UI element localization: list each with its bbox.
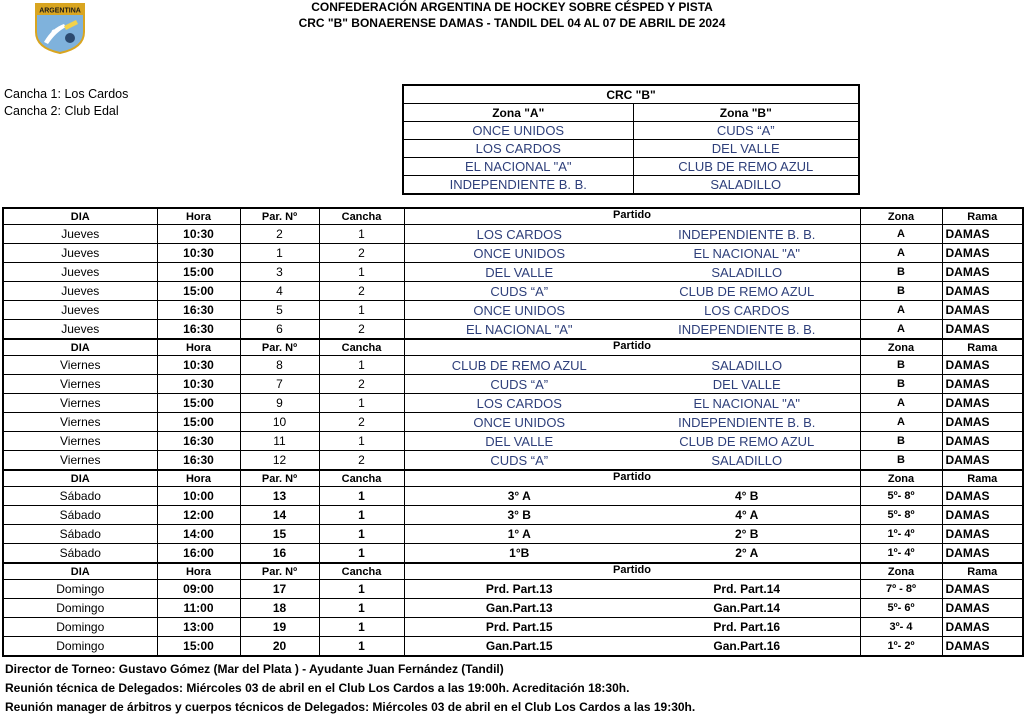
zone-cell: A (860, 413, 942, 432)
day-cell: Jueves (3, 225, 157, 244)
match-row (3, 244, 1023, 263)
branch-cell: DAMAS (942, 244, 1023, 263)
team-home-cell: 3° B (404, 506, 634, 525)
zone-cell: 5º- 8º (860, 506, 942, 525)
team-home-cell: Prd. Part.13 (404, 580, 634, 599)
day-cell: Viernes (3, 356, 157, 375)
match-number-cell: 17 (240, 580, 319, 599)
match-number-cell: 2 (240, 225, 319, 244)
time-cell: 16:00 (157, 544, 240, 564)
referees-meeting: Reunión manager de árbitros y cuerpos técnicos de Delegados: Miércoles 03 de abril en el Club Los Cardos a las 19:30h. (5, 700, 696, 714)
zone-a-team: LOS CARDOS (403, 140, 633, 158)
team-away-cell: CLUB DE REMO AZUL (634, 432, 860, 451)
zone-cell: A (860, 244, 942, 263)
match-number-cell: 3 (240, 263, 319, 282)
zone-cell: 1º- 4º (860, 544, 942, 564)
time-cell: 10:30 (157, 225, 240, 244)
match-number-cell: 1 (240, 244, 319, 263)
match-row (3, 618, 1023, 637)
day-cell: Viernes (3, 375, 157, 394)
time-cell: 15:00 (157, 637, 240, 657)
match-number-cell: 19 (240, 618, 319, 637)
header-partido: Partido (404, 339, 860, 356)
field-cell: 1 (319, 432, 404, 451)
header-partido: Partido (404, 208, 860, 225)
match-row (3, 487, 1023, 506)
team-away-cell: LOS CARDOS (634, 301, 860, 320)
zone-b-header: Zona "B" (633, 104, 859, 122)
match-number-cell: 16 (240, 544, 319, 564)
match-row (3, 394, 1023, 413)
field-cell: 2 (319, 451, 404, 471)
branch-cell: DAMAS (942, 637, 1023, 657)
match-number-cell: 14 (240, 506, 319, 525)
day-cell: Jueves (3, 301, 157, 320)
team-away-cell: Gan.Part.16 (634, 637, 860, 657)
match-row (3, 301, 1023, 320)
team-away-cell: 4° B (634, 487, 860, 506)
day-cell: Domingo (3, 637, 157, 657)
team-away-cell: INDEPENDIENTE B. B. (634, 225, 860, 244)
logo-text: ARGENTINA (39, 7, 81, 15)
match-number-cell: 8 (240, 356, 319, 375)
match-row (3, 544, 1023, 564)
header-rama: Rama (942, 208, 1023, 225)
day-cell: Domingo (3, 580, 157, 599)
branch-cell: DAMAS (942, 320, 1023, 340)
day-cell: Viernes (3, 413, 157, 432)
day-cell: Jueves (3, 282, 157, 301)
match-number-cell: 15 (240, 525, 319, 544)
team-away-cell: EL NACIONAL "A" (634, 394, 860, 413)
team-home-cell: LOS CARDOS (404, 225, 634, 244)
team-away-cell: 2° B (634, 525, 860, 544)
team-away-cell: DEL VALLE (634, 375, 860, 394)
time-cell: 14:00 (157, 525, 240, 544)
header-partido: Partido (404, 470, 860, 487)
header-hora: Hora (157, 208, 240, 225)
match-row (3, 356, 1023, 375)
branch-cell: DAMAS (942, 301, 1023, 320)
day-cell: Jueves (3, 263, 157, 282)
header-rama: Rama (942, 339, 1023, 356)
header-dia: DIA (3, 470, 157, 487)
schedule-header-row (3, 470, 1023, 487)
header-par: Par. Nº (240, 563, 319, 580)
match-number-cell: 20 (240, 637, 319, 657)
team-away-cell: Prd. Part.16 (634, 618, 860, 637)
team-home-cell: ONCE UNIDOS (404, 301, 634, 320)
zones-table (402, 84, 860, 195)
zone-cell: A (860, 320, 942, 340)
zone-cell: A (860, 225, 942, 244)
zone-cell: B (860, 282, 942, 301)
match-row (3, 506, 1023, 525)
branch-cell: DAMAS (942, 225, 1023, 244)
team-home-cell: 1°B (404, 544, 634, 564)
zone-a-team: INDEPENDIENTE B. B. (403, 176, 633, 195)
team-away-cell: INDEPENDIENTE B. B. (634, 413, 860, 432)
match-number-cell: 18 (240, 599, 319, 618)
schedule-header-row (3, 208, 1023, 225)
team-home-cell: ONCE UNIDOS (404, 413, 634, 432)
field-cell: 2 (319, 282, 404, 301)
zone-b-team: CLUB DE REMO AZUL (633, 158, 859, 176)
team-home-cell: DEL VALLE (404, 432, 634, 451)
zone-cell: B (860, 375, 942, 394)
page-title: CONFEDERACIÓN ARGENTINA DE HOCKEY SOBRE CÉSPED Y PISTA (311, 0, 713, 14)
field-cell: 1 (319, 487, 404, 506)
zone-cell: B (860, 451, 942, 471)
tournament-director: Director de Torneo: Gustavo Gómez (Mar del Plata ) - Ayudante Juan Fernández (Tandil) (5, 662, 504, 676)
header-zona: Zona (860, 339, 942, 356)
zones-row (403, 140, 859, 158)
field-cell: 1 (319, 580, 404, 599)
zone-cell: 7º - 8º (860, 580, 942, 599)
field-cell: 2 (319, 413, 404, 432)
venues-list (4, 86, 128, 120)
match-number-cell: 4 (240, 282, 319, 301)
field-cell: 1 (319, 506, 404, 525)
day-cell: Viernes (3, 451, 157, 471)
zone-cell: 5º- 6º (860, 599, 942, 618)
match-row (3, 282, 1023, 301)
field-cell: 2 (319, 320, 404, 340)
team-away-cell: INDEPENDIENTE B. B. (634, 320, 860, 340)
header-cancha: Cancha (319, 339, 404, 356)
match-number-cell: 9 (240, 394, 319, 413)
day-cell: Domingo (3, 599, 157, 618)
field-cell: 1 (319, 263, 404, 282)
day-cell: Viernes (3, 394, 157, 413)
match-number-cell: 10 (240, 413, 319, 432)
time-cell: 15:00 (157, 394, 240, 413)
team-home-cell: 1° A (404, 525, 634, 544)
zone-b-team: SALADILLO (633, 176, 859, 195)
zone-cell: B (860, 432, 942, 451)
day-cell: Domingo (3, 618, 157, 637)
zone-cell: A (860, 301, 942, 320)
match-row (3, 432, 1023, 451)
match-number-cell: 5 (240, 301, 319, 320)
zone-b-team: CUDS “A” (633, 122, 859, 140)
match-row (3, 320, 1023, 340)
match-row (3, 451, 1023, 471)
field-cell: 1 (319, 301, 404, 320)
team-home-cell: 3° A (404, 487, 634, 506)
header-cancha: Cancha (319, 208, 404, 225)
team-home-cell: CUDS “A” (404, 375, 634, 394)
day-cell: Jueves (3, 320, 157, 340)
day-cell: Sábado (3, 487, 157, 506)
match-number-cell: 13 (240, 487, 319, 506)
header-hora: Hora (157, 470, 240, 487)
branch-cell: DAMAS (942, 432, 1023, 451)
time-cell: 15:00 (157, 282, 240, 301)
zone-a-header: Zona "A" (403, 104, 633, 122)
time-cell: 11:00 (157, 599, 240, 618)
team-home-cell: Gan.Part.13 (404, 599, 634, 618)
branch-cell: DAMAS (942, 413, 1023, 432)
day-cell: Sábado (3, 544, 157, 564)
match-row (3, 525, 1023, 544)
match-row (3, 413, 1023, 432)
schedule-header-row (3, 339, 1023, 356)
time-cell: 16:30 (157, 451, 240, 471)
day-cell: Sábado (3, 525, 157, 544)
time-cell: 16:30 (157, 320, 240, 340)
team-home-cell: ONCE UNIDOS (404, 244, 634, 263)
zone-a-team: EL NACIONAL "A" (403, 158, 633, 176)
field-cell: 1 (319, 356, 404, 375)
branch-cell: DAMAS (942, 356, 1023, 375)
team-home-cell: CUDS “A” (404, 282, 634, 301)
header-cancha: Cancha (319, 470, 404, 487)
field-cell: 1 (319, 225, 404, 244)
header-hora: Hora (157, 339, 240, 356)
zones-row (403, 176, 859, 195)
time-cell: 10:30 (157, 375, 240, 394)
field-cell: 1 (319, 544, 404, 564)
match-row (3, 599, 1023, 618)
schedule-header-row (3, 563, 1023, 580)
day-cell: Sábado (3, 506, 157, 525)
header-cancha: Cancha (319, 563, 404, 580)
field-cell: 1 (319, 599, 404, 618)
day-cell: Viernes (3, 432, 157, 451)
field-cell: 1 (319, 525, 404, 544)
venue-item: Cancha 1: Los Cardos (4, 87, 129, 101)
field-cell: 2 (319, 375, 404, 394)
team-home-cell: CLUB DE REMO AZUL (404, 356, 634, 375)
header-zona: Zona (860, 470, 942, 487)
header-rama: Rama (942, 563, 1023, 580)
match-number-cell: 6 (240, 320, 319, 340)
team-home-cell: EL NACIONAL "A" (404, 320, 634, 340)
team-away-cell: Gan.Part.14 (634, 599, 860, 618)
zones-row (403, 158, 859, 176)
time-cell: 12:00 (157, 506, 240, 525)
header-dia: DIA (3, 339, 157, 356)
team-home-cell: DEL VALLE (404, 263, 634, 282)
header-zona: Zona (860, 563, 942, 580)
match-row (3, 580, 1023, 599)
team-away-cell: EL NACIONAL "A" (634, 244, 860, 263)
branch-cell: DAMAS (942, 599, 1023, 618)
zone-cell: 1º- 4º (860, 525, 942, 544)
match-row (3, 263, 1023, 282)
branch-cell: DAMAS (942, 375, 1023, 394)
zone-cell: B (860, 356, 942, 375)
footer-notes (5, 660, 695, 717)
zone-cell: 5º- 8º (860, 487, 942, 506)
branch-cell: DAMAS (942, 282, 1023, 301)
match-row (3, 225, 1023, 244)
branch-cell: DAMAS (942, 394, 1023, 413)
match-row (3, 375, 1023, 394)
zones-row (403, 122, 859, 140)
field-cell: 1 (319, 618, 404, 637)
zone-cell: 1º- 2º (860, 637, 942, 657)
branch-cell: DAMAS (942, 544, 1023, 564)
team-away-cell: SALADILLO (634, 356, 860, 375)
header-hora: Hora (157, 563, 240, 580)
match-number-cell: 12 (240, 451, 319, 471)
team-home-cell: Prd. Part.15 (404, 618, 634, 637)
zone-cell: A (860, 394, 942, 413)
branch-cell: DAMAS (942, 506, 1023, 525)
venue-item: Cancha 2: Club Edal (4, 104, 119, 118)
team-away-cell: Prd. Part.14 (634, 580, 860, 599)
time-cell: 10:30 (157, 356, 240, 375)
time-cell: 10:00 (157, 487, 240, 506)
time-cell: 16:30 (157, 432, 240, 451)
header-dia: DIA (3, 563, 157, 580)
branch-cell: DAMAS (942, 487, 1023, 506)
header-rama: Rama (942, 470, 1023, 487)
zone-cell: 3º- 4 (860, 618, 942, 637)
team-away-cell: SALADILLO (634, 263, 860, 282)
time-cell: 16:30 (157, 301, 240, 320)
time-cell: 09:00 (157, 580, 240, 599)
field-cell: 1 (319, 637, 404, 657)
zone-a-team: ONCE UNIDOS (403, 122, 633, 140)
time-cell: 10:30 (157, 244, 240, 263)
header-zona: Zona (860, 208, 942, 225)
team-away-cell: SALADILLO (634, 451, 860, 471)
team-away-cell: CLUB DE REMO AZUL (634, 282, 860, 301)
branch-cell: DAMAS (942, 451, 1023, 471)
header-dia: DIA (3, 208, 157, 225)
page-subtitle: CRC "B" BONAERENSE DAMAS - TANDIL DEL 04 AL 07 DE ABRIL DE 2024 (298, 16, 726, 30)
team-home-cell: LOS CARDOS (404, 394, 634, 413)
field-cell: 2 (319, 244, 404, 263)
field-cell: 1 (319, 394, 404, 413)
header-partido: Partido (404, 563, 860, 580)
match-number-cell: 7 (240, 375, 319, 394)
branch-cell: DAMAS (942, 525, 1023, 544)
zone-b-team: DEL VALLE (633, 140, 859, 158)
match-number-cell: 11 (240, 432, 319, 451)
branch-cell: DAMAS (942, 263, 1023, 282)
time-cell: 13:00 (157, 618, 240, 637)
time-cell: 15:00 (157, 413, 240, 432)
time-cell: 15:00 (157, 263, 240, 282)
zone-cell: B (860, 263, 942, 282)
zones-title: CRC "B" (403, 85, 859, 104)
schedule-table (2, 207, 1024, 657)
day-cell: Jueves (3, 244, 157, 263)
team-away-cell: 4° A (634, 506, 860, 525)
header-par: Par. Nº (240, 339, 319, 356)
delegates-meeting: Reunión técnica de Delegados: Miércoles 03 de abril en el Club Los Cardos a las 19:00h. Acreditación 18:30h. (5, 681, 630, 695)
team-home-cell: Gan.Part.15 (404, 637, 634, 657)
branch-cell: DAMAS (942, 580, 1023, 599)
team-home-cell: CUDS “A” (404, 451, 634, 471)
header-par: Par. Nº (240, 208, 319, 225)
match-row (3, 637, 1023, 657)
team-away-cell: 2° A (634, 544, 860, 564)
header-par: Par. Nº (240, 470, 319, 487)
branch-cell: DAMAS (942, 618, 1023, 637)
